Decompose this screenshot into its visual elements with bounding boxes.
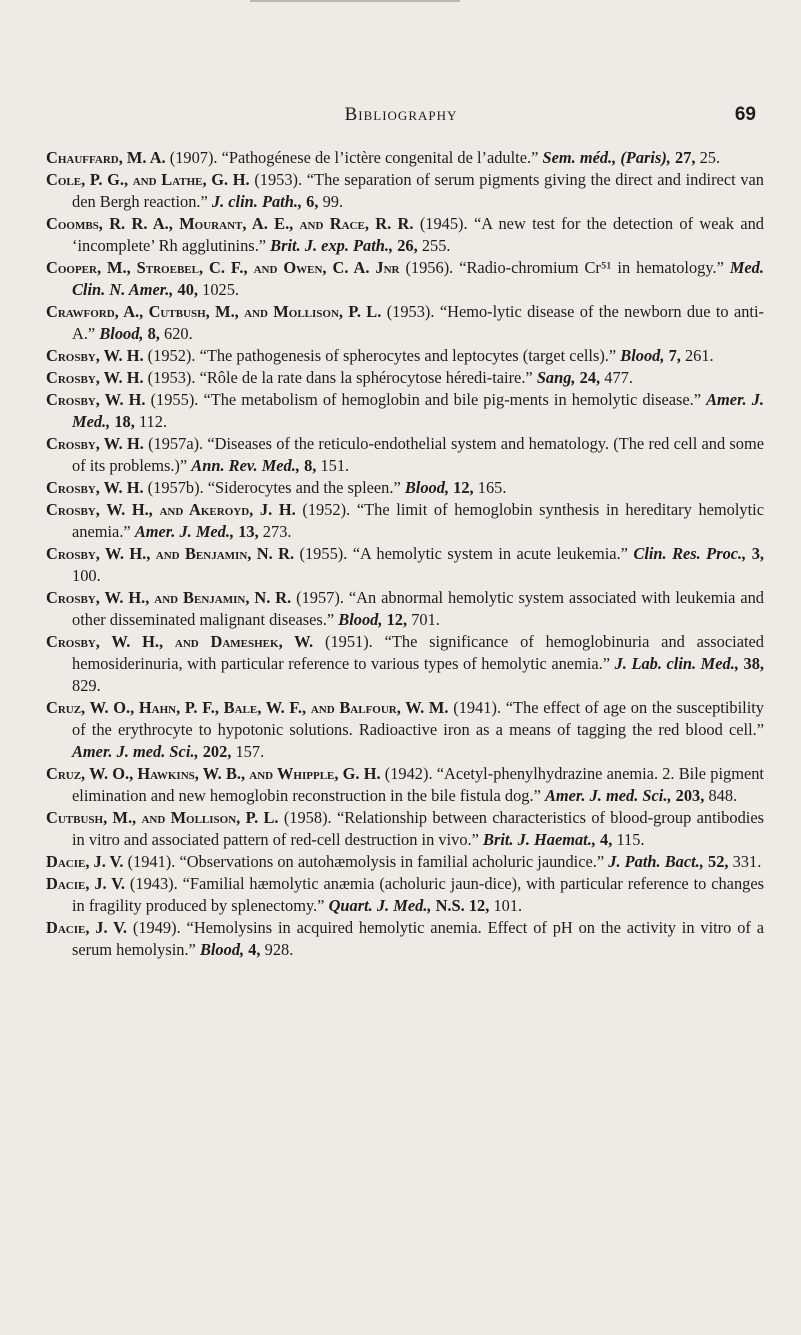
running-title: Bibliography bbox=[344, 104, 458, 125]
entry-pages: 331. bbox=[732, 852, 762, 871]
entry-journal: J. Path. Bact., bbox=[608, 852, 704, 871]
bibliography-entry bbox=[46, 433, 764, 477]
entry-year: (1942). bbox=[384, 764, 433, 783]
entry-title: “The metabolism of hemoglobin and bile pig-ments in hemolytic disease.” bbox=[203, 390, 702, 409]
entry-pages: 848. bbox=[708, 786, 738, 805]
entry-title: “The limit of hemoglobin synthesis in hereditary hemolytic anemia.” bbox=[72, 500, 764, 541]
entry-volume: 12, bbox=[386, 610, 408, 629]
entry-authors: Dacie, J. V. bbox=[46, 918, 127, 937]
bibliography-entry bbox=[46, 301, 764, 345]
entry-year: (1958). bbox=[283, 808, 332, 827]
bibliography-entry bbox=[46, 917, 764, 961]
bibliography-entry bbox=[46, 213, 764, 257]
entry-year: (1949). bbox=[132, 918, 181, 937]
entry-year: (1941). bbox=[453, 698, 502, 717]
bibliography-entry bbox=[46, 697, 764, 763]
entry-journal: J. clin. Path., bbox=[211, 192, 303, 211]
entry-pages: 99. bbox=[322, 192, 344, 211]
entry-year: (1953). bbox=[254, 170, 303, 189]
entry-volume: 13, bbox=[238, 522, 259, 541]
bibliography-entry bbox=[46, 477, 764, 499]
entry-journal: Amer. J. Med., bbox=[72, 390, 765, 431]
entry-year: (1952). bbox=[302, 500, 351, 519]
entry-authors: Chauffard, M. A. bbox=[46, 148, 166, 167]
entry-volume: 8, bbox=[304, 456, 317, 475]
entry-pages: 25. bbox=[699, 148, 721, 167]
entry-authors: Crosby, W. H. bbox=[46, 346, 144, 365]
entry-title: “The pathogenesis of spherocytes and leptocytes (target cells).” bbox=[199, 346, 617, 365]
entry-title: “Familial hæmolytic anæmia (acholuric jaun-dice), with particular reference to changes in fragility produced by splenectomy.” bbox=[72, 874, 765, 915]
bibliography-entry bbox=[46, 807, 764, 851]
bibliography-entry bbox=[46, 763, 764, 807]
entry-journal: Blood, bbox=[199, 940, 245, 959]
entry-pages: 115. bbox=[616, 830, 645, 849]
entry-pages: 261. bbox=[684, 346, 714, 365]
entry-pages: 620. bbox=[164, 324, 193, 343]
entry-journal: Amer. J. Med., bbox=[134, 522, 235, 541]
entry-journal: Ann. Rev. Med., bbox=[191, 456, 300, 475]
entry-journal: J. Lab. clin. Med., bbox=[614, 654, 739, 673]
entry-journal: Blood, bbox=[99, 324, 144, 343]
entry-authors: Crosby, W. H., and Akeroyd, J. H. bbox=[46, 500, 296, 519]
bibliography-entry bbox=[46, 169, 764, 213]
entry-volume: N.S. 12, bbox=[435, 896, 490, 915]
entry-authors: Crosby, W. H., and Dameshek, W. bbox=[46, 632, 314, 651]
entry-volume: 202, bbox=[202, 742, 232, 761]
entry-volume: 7, bbox=[668, 346, 681, 365]
entry-journal: Blood, bbox=[620, 346, 665, 365]
entry-year: (1956). bbox=[405, 258, 454, 277]
entry-title: “An abnormal hemolytic system associated with leukemia and other disseminated malignant diseases.” bbox=[72, 588, 764, 629]
entry-year: (1945). bbox=[419, 214, 468, 233]
entry-pages: 157. bbox=[235, 742, 265, 761]
entry-pages: 112. bbox=[138, 412, 168, 431]
bibliography-entry bbox=[46, 147, 764, 169]
entry-volume: 203, bbox=[675, 786, 705, 805]
entry-pages: 151. bbox=[320, 456, 350, 475]
entry-volume: 26, bbox=[397, 236, 418, 255]
entry-title: “Diseases of the reticulo-endothelial system and hematology. (The red cell and some of its problems.)” bbox=[72, 434, 764, 475]
entry-authors: Crosby, W. H. bbox=[46, 368, 144, 387]
entry-year: (1941). bbox=[127, 852, 176, 871]
entry-authors: Crosby, W. H. bbox=[46, 390, 146, 409]
bibliography-entry bbox=[46, 257, 764, 301]
entry-journal: Sang, bbox=[536, 368, 576, 387]
bibliography-entry bbox=[46, 873, 764, 917]
entry-volume: 24, bbox=[579, 368, 601, 387]
entry-authors: Dacie, J. V. bbox=[46, 852, 124, 871]
scan-artifact-line bbox=[250, 0, 460, 2]
entry-pages: 165. bbox=[477, 478, 507, 497]
entry-title: “Radio-chromium Cr⁵¹ in hematology.” bbox=[459, 258, 724, 277]
entry-title: “Observations on autohæmolysis in familial acholuric jaundice.” bbox=[179, 852, 605, 871]
entry-pages: 273. bbox=[262, 522, 292, 541]
entry-pages: 1025. bbox=[202, 280, 240, 299]
entry-title: “Hemo-lytic disease of the newborn due to anti-A.” bbox=[72, 302, 765, 343]
entry-year: (1953). bbox=[386, 302, 435, 321]
entry-volume: 18, bbox=[114, 412, 135, 431]
entry-authors: Cruz, W. O., Hahn, P. F., Bale, W. F., and Balfour, W. M. bbox=[46, 698, 449, 717]
entry-pages: 829. bbox=[72, 676, 101, 695]
entry-journal: Blood, bbox=[338, 610, 383, 629]
page-header bbox=[46, 104, 756, 134]
entry-journal: Sem. méd., (Paris), bbox=[542, 148, 671, 167]
entry-volume: 4, bbox=[248, 940, 261, 959]
entry-title: “The significance of hemoglobinuria and associated hemosiderinuria, with particular reference to various types of hemolytic anemia.” bbox=[72, 632, 765, 673]
entry-year: (1955). bbox=[150, 390, 199, 409]
entry-journal: Clin. Res. Proc., bbox=[633, 544, 747, 563]
entry-title: “Acetyl-phenylhydrazine anemia. 2. Bile pigment elimination and new hemoglobin reconstruction in the bile fistula dog.” bbox=[72, 764, 764, 805]
entry-pages: 255. bbox=[421, 236, 451, 255]
entry-volume: 38, bbox=[743, 654, 764, 673]
entry-year: (1953). bbox=[147, 368, 196, 387]
bibliography-entry bbox=[46, 389, 764, 433]
entry-year: (1907). bbox=[169, 148, 218, 167]
page-number: 69 bbox=[734, 104, 756, 125]
entry-title: “Rôle de la rate dans la sphérocytose héredi-taire.” bbox=[199, 368, 533, 387]
entry-journal: Med. Clin. N. Amer., bbox=[72, 258, 764, 299]
entry-title: “Relationship between characteristics of blood-group antibodies in vitro and associated pattern of red-cell destruction in vivo.” bbox=[72, 808, 764, 849]
entry-volume: 12, bbox=[453, 478, 474, 497]
entry-title: “A new test for the detection of weak and ‘incomplete’ Rh agglutinins.” bbox=[72, 214, 764, 255]
entry-year: (1952). bbox=[147, 346, 196, 365]
entry-volume: 4, bbox=[600, 830, 613, 849]
entry-pages: 928. bbox=[264, 940, 294, 959]
bibliography-entry bbox=[46, 851, 764, 873]
entry-authors: Cooper, M., Stroebel, C. F., and Owen, C. A. Jnr bbox=[46, 258, 400, 277]
entry-year: (1957). bbox=[296, 588, 344, 607]
entry-volume: 27, bbox=[675, 148, 696, 167]
entry-authors: Cole, P. G., and Lathe, G. H. bbox=[46, 170, 250, 189]
bibliography-entry bbox=[46, 367, 764, 389]
entry-title: “The effect of age on the susceptibility of the erythrocyte to hypotonic solutions. Radioactive iron as a means of tagging the red blood cell.” bbox=[72, 698, 764, 739]
entry-authors: Crawford, A., Cutbush, M., and Mollison, P. L. bbox=[46, 302, 382, 321]
bibliography-entry bbox=[46, 499, 764, 543]
entry-authors: Crosby, W. H. bbox=[46, 478, 144, 497]
entry-journal: Amer. J. med. Sci., bbox=[544, 786, 672, 805]
bibliography-entry bbox=[46, 345, 764, 367]
entry-authors: Crosby, W. H. bbox=[46, 434, 144, 453]
entry-title: “Hemolysins in acquired hemolytic anemia. Effect of pH on the activity in vitro of a serum hemolysin.” bbox=[72, 918, 764, 959]
entry-journal: Brit. J. Haemat., bbox=[483, 830, 596, 849]
bibliography-list bbox=[46, 147, 764, 961]
entry-year: (1951). bbox=[324, 632, 373, 651]
entry-journal: Brit. J. exp. Path., bbox=[270, 236, 394, 255]
entry-journal: Amer. J. med. Sci., bbox=[72, 742, 199, 761]
entry-authors: Dacie, J. V. bbox=[46, 874, 126, 893]
entry-volume: 3, bbox=[751, 544, 764, 563]
entry-title: “Siderocytes and the spleen.” bbox=[207, 478, 401, 497]
entry-title: “The separation of serum pigments giving the direct and indirect van den Bergh reaction.” bbox=[72, 170, 764, 211]
entry-authors: Cruz, W. O., Hawkins, W. B., and Whipple, G. H. bbox=[46, 764, 381, 783]
entry-authors: Crosby, W. H., and Benjamin, N. R. bbox=[46, 544, 295, 563]
entry-year: (1955). bbox=[299, 544, 348, 563]
entry-journal: Blood, bbox=[404, 478, 450, 497]
entry-pages: 477. bbox=[604, 368, 633, 387]
bibliography-entry bbox=[46, 631, 764, 697]
entry-volume: 6, bbox=[306, 192, 319, 211]
entry-authors: Coombs, R. R. A., Mourant, A. E., and Race, R. R. bbox=[46, 214, 414, 233]
entry-year: (1957b). bbox=[147, 478, 204, 497]
entry-authors: Cutbush, M., and Mollison, P. L. bbox=[46, 808, 279, 827]
bibliography-entry bbox=[46, 543, 764, 587]
entry-pages: 101. bbox=[493, 896, 523, 915]
entry-year: (1943). bbox=[129, 874, 178, 893]
entry-title: “A hemolytic system in acute leukemia.” bbox=[352, 544, 628, 563]
entry-volume: 40, bbox=[177, 280, 199, 299]
bibliography-entry bbox=[46, 587, 764, 631]
entry-year: (1957a). bbox=[148, 434, 204, 453]
entry-authors: Crosby, W. H., and Benjamin, N. R. bbox=[46, 588, 292, 607]
entry-title: “Pathogénese de l’ictère congenital de l’adulte.” bbox=[221, 148, 539, 167]
entry-volume: 52, bbox=[708, 852, 729, 871]
entry-journal: Quart. J. Med., bbox=[328, 896, 432, 915]
entry-pages: 100. bbox=[72, 566, 101, 585]
entry-volume: 8, bbox=[147, 324, 160, 343]
entry-pages: 701. bbox=[411, 610, 440, 629]
